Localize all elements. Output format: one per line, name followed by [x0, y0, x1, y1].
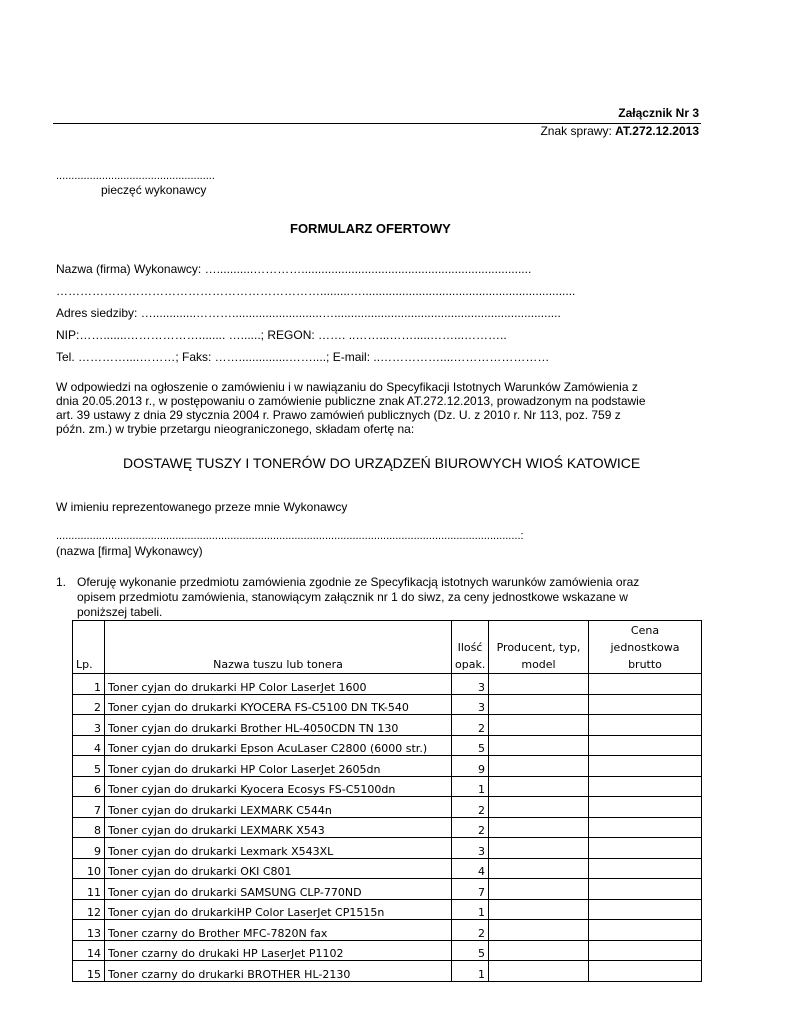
- case-number: AT.272.12.2013: [615, 124, 699, 138]
- row-price-cell[interactable]: [589, 756, 702, 777]
- row-producer-cell[interactable]: [489, 817, 589, 838]
- row-qty: 2: [452, 797, 489, 818]
- row-price-cell[interactable]: [589, 858, 702, 879]
- row-producer-cell[interactable]: [489, 694, 589, 715]
- row-lp: 6: [73, 776, 105, 797]
- field-company-name-cont: ………………………………………………………….........…................................................................: [56, 284, 576, 298]
- row-qty: 2: [452, 817, 489, 838]
- items-table: [72, 620, 702, 982]
- stamp-dots: ....................................................: [56, 170, 215, 182]
- header-qty-line2: opak.: [455, 658, 486, 671]
- table-body: [73, 674, 702, 982]
- field-address: Adres siedziby: ….............………...........................…....................................................................: [56, 306, 561, 320]
- intro-line-2: dnia 20.05.2013 r., w postępowaniu o zamówienie publiczne znak AT.272.12.2013, prowadzonym na podstawie: [56, 394, 646, 408]
- row-lp: 7: [73, 797, 105, 818]
- row-lp: 11: [73, 879, 105, 900]
- row-lp: 5: [73, 756, 105, 777]
- row-qty: 3: [452, 674, 489, 695]
- point-line-2: opisem przedmiotu zamówienia, stanowiącym załącznik nr 1 do siwz, za ceny jednostkowe wskazane w: [77, 590, 628, 604]
- row-producer-cell[interactable]: [489, 797, 589, 818]
- row-producer-cell[interactable]: [489, 940, 589, 961]
- table-row: [73, 674, 702, 695]
- row-qty: 1: [452, 899, 489, 920]
- order-subject: DOSTAWĘ TUSZY I TONERÓW DO URZĄDZEŃ BIUROWYCH WIOŚ KATOWICE: [123, 455, 641, 471]
- row-lp: 15: [73, 961, 105, 982]
- header-price-line1: Cena: [630, 624, 660, 637]
- row-qty: 5: [452, 940, 489, 961]
- table-row: [73, 715, 702, 736]
- row-name: Toner cyjan do drukarki LEXMARK C544n: [105, 797, 452, 818]
- row-price-cell[interactable]: [589, 879, 702, 900]
- row-price-cell[interactable]: [589, 920, 702, 941]
- row-name: Toner cyjan do drukarki Kyocera Ecosys FS-C5100dn: [105, 776, 452, 797]
- row-qty: 5: [452, 735, 489, 756]
- row-lp: 2: [73, 694, 105, 715]
- representation-label: (nazwa [firma] Wykonawcy): [56, 544, 203, 558]
- intro-line-4: późn. zm.) w trybie przetargu nieograniczonego, składam ofertę na:: [56, 422, 415, 436]
- row-qty: 3: [452, 694, 489, 715]
- row-qty: 2: [452, 715, 489, 736]
- header-qty: [452, 621, 489, 674]
- table-row: [73, 940, 702, 961]
- header-price: [589, 621, 702, 674]
- table-row: [73, 797, 702, 818]
- header-price-line2: jednostkowa: [610, 641, 680, 654]
- intro-line-1: W odpowiedzi na ogłoszenie o zamówieniu i w nawiązaniu do Specyfikacji Istotnych Warunków Zamówienia z: [56, 380, 638, 394]
- field-nip-regon: NIP:…….......………………........ …......; REGON: ……. ..……...…….....……...………..: [56, 328, 507, 342]
- row-price-cell[interactable]: [589, 961, 702, 982]
- row-lp: 9: [73, 838, 105, 859]
- row-name: Toner cyjan do drukarki Lexmark X543XL: [105, 838, 452, 859]
- row-name: Toner cyjan do drukarki SAMSUNG CLP-770ND: [105, 879, 452, 900]
- row-name: Toner cyjan do drukarki KYOCERA FS-C5100 DN TK-540: [105, 694, 452, 715]
- page-title: FORMULARZ OFERTOWY: [290, 221, 451, 236]
- row-name: Toner cyjan do drukarki OKI C801: [105, 858, 452, 879]
- table-row: [73, 920, 702, 941]
- row-producer-cell[interactable]: [489, 838, 589, 859]
- row-qty: 1: [452, 961, 489, 982]
- row-name: Toner cyjan do drukarki Brother HL-4050CDN TN 130: [105, 715, 452, 736]
- row-price-cell[interactable]: [589, 694, 702, 715]
- header-qty-line1: Ilość: [457, 641, 483, 654]
- row-price-cell[interactable]: [589, 838, 702, 859]
- row-name: Toner czarny do Brother MFC-7820N fax: [105, 920, 452, 941]
- row-qty: 9: [452, 756, 489, 777]
- row-lp: 13: [73, 920, 105, 941]
- field-contact: Tel. …………....………; Faks: ……...............……....; E-mail: ..……………....……………………: [56, 350, 550, 364]
- table-row: [73, 899, 702, 920]
- row-name: Toner cyjan do drukarki Epson AcuLaser C2800 (6000 str.): [105, 735, 452, 756]
- row-producer-cell[interactable]: [489, 879, 589, 900]
- representation-text: W imieniu reprezentowanego przeze mnie Wykonawcy: [56, 500, 348, 514]
- field-company-name: Nazwa (firma) Wykonawcy: …...........………….....................................................................: [56, 262, 532, 276]
- table-row: [73, 879, 702, 900]
- row-qty: 2: [452, 920, 489, 941]
- row-price-cell[interactable]: [589, 817, 702, 838]
- row-name: Toner czarny do drukarki BROTHER HL-2130: [105, 961, 452, 982]
- stamp-label: pieczęć wykonawcy: [101, 183, 207, 197]
- case-label: Znak sprawy:: [540, 124, 616, 138]
- table-row: [73, 858, 702, 879]
- table-row: [73, 817, 702, 838]
- point-line-3: poniższej tabeli.: [77, 605, 163, 619]
- row-producer-cell[interactable]: [489, 674, 589, 695]
- row-name: Toner cyjan do drukarki HP Color LaserJet 2605dn: [105, 756, 452, 777]
- row-producer-cell[interactable]: [489, 920, 589, 941]
- row-price-cell[interactable]: [589, 776, 702, 797]
- row-price-cell[interactable]: [589, 735, 702, 756]
- row-producer-cell[interactable]: [489, 776, 589, 797]
- row-lp: 12: [73, 899, 105, 920]
- table-row: [73, 735, 702, 756]
- row-lp: 4: [73, 735, 105, 756]
- table-row: [73, 694, 702, 715]
- header-producer: [489, 621, 589, 674]
- point-number: 1.: [56, 575, 67, 589]
- row-lp: 14: [73, 940, 105, 961]
- row-name: Toner czarny do drukaki HP LaserJet P1102: [105, 940, 452, 961]
- intro-line-3: art. 39 ustawy z dnia 29 stycznia 2004 r. Prawo zamówień publicznych (Dz. U. z 2010 r. Nr 113, poz. 759 z: [56, 408, 621, 422]
- table-row: [73, 756, 702, 777]
- row-qty: 4: [452, 858, 489, 879]
- row-producer-cell[interactable]: [489, 961, 589, 982]
- row-name: Toner cyjan do drukarki LEXMARK X543: [105, 817, 452, 838]
- row-name: Toner cyjan do drukarki HP Color LaserJet 1600: [105, 674, 452, 695]
- row-qty: 3: [452, 838, 489, 859]
- header-name: Nazwa tuszu lub tonera: [105, 621, 452, 674]
- table-row: [73, 838, 702, 859]
- row-lp: 8: [73, 817, 105, 838]
- row-price-cell[interactable]: [589, 674, 702, 695]
- row-producer-cell[interactable]: [489, 715, 589, 736]
- header-lp: Lp.: [73, 621, 105, 674]
- header-producer-line1: Producent, typ,: [496, 641, 581, 654]
- row-lp: 3: [73, 715, 105, 736]
- row-producer-cell[interactable]: [489, 756, 589, 777]
- row-qty: 7: [452, 879, 489, 900]
- row-price-cell[interactable]: [589, 940, 702, 961]
- row-lp: 1: [73, 674, 105, 695]
- row-qty: 1: [452, 776, 489, 797]
- point-line-1: Oferuję wykonanie przedmiotu zamówienia zgodnie ze Specyfikacją istotnych warunków zamówienia oraz: [77, 575, 640, 589]
- header-price-line3: brutto: [628, 658, 662, 671]
- row-producer-cell[interactable]: [489, 858, 589, 879]
- table-row: [73, 776, 702, 797]
- row-price-cell[interactable]: [589, 899, 702, 920]
- attachment-label: Załącznik Nr 3: [618, 106, 699, 120]
- table-header-row: [73, 621, 702, 674]
- row-producer-cell[interactable]: [489, 735, 589, 756]
- row-producer-cell[interactable]: [489, 899, 589, 920]
- row-price-cell[interactable]: [589, 715, 702, 736]
- header-producer-line2: model: [521, 658, 556, 671]
- row-lp: 10: [73, 858, 105, 879]
- row-name: Toner cyjan do drukarkiHP Color LaserJet CP1515n: [105, 899, 452, 920]
- table-row: [73, 961, 702, 982]
- case-reference: [540, 124, 699, 138]
- row-price-cell[interactable]: [589, 797, 702, 818]
- representation-dots: ........................................................................................................................................................:: [56, 530, 524, 542]
